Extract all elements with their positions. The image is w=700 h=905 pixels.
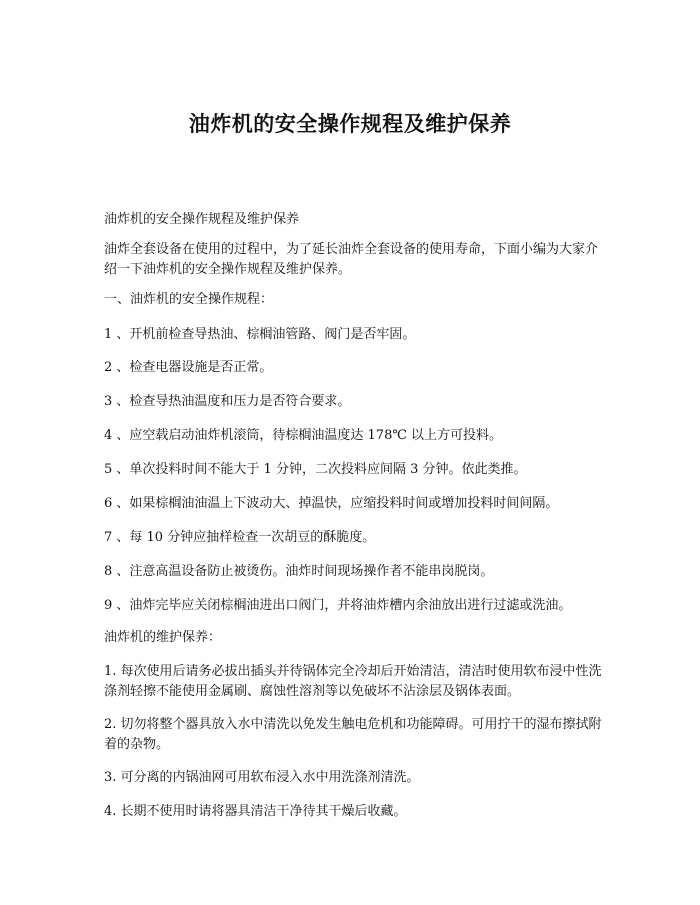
section-heading-maintenance: 油炸机的维护保养： — [104, 630, 222, 645]
section-heading-operation: 一、油炸机的安全操作规程： — [104, 292, 274, 307]
subtitle-paragraph: 油炸机的安全操作规程及维护保养 — [104, 212, 300, 227]
operation-step-4: 4 、应空载启动油炸机滚筒，待棕榈油温度达 178℃ 以上方可投料。 — [104, 428, 503, 443]
maintenance-item-1: 1. 每次使用后请务必拔出插头并待锅体完全冷却后开始清洁，清洁时使用软布浸中性洗涤剂轻擦不能使用金属刷、腐蚀性溶剂等以免破坏不沾涂层及锅体表面。 — [104, 664, 602, 699]
operation-step-1: 1 、开机前检查导热油、棕榈油管路、阀门是否牢固。 — [104, 327, 416, 342]
maintenance-item-3: 3. 可分离的内锅油网可用软布浸入水中用洗涤剂清洗。 — [104, 770, 420, 785]
operation-step-3: 3 、检查导热油温度和压力是否符合要求。 — [104, 394, 351, 409]
operation-step-9: 9 、油炸完毕应关闭棕榈油进出口阀门，并将油炸槽内余油放出进行过滤或洗油。 — [104, 598, 572, 613]
operation-step-2: 2 、检查电器设施是否正常。 — [104, 360, 273, 375]
operation-step-5: 5 、单次投料时间不能大于 1 分钟，二次投料应间隔 3 分钟。依此类推。 — [104, 462, 527, 477]
operation-step-6: 6 、如果棕榈油油温上下波动大、掉温快，应缩投料时间或增加投料时间间隔。 — [104, 496, 559, 511]
intro-paragraph: 油炸全套设备在使用的过程中，为了延长油炸全套设备的使用寿命，下面小编为大家介绍一下油炸机的安全操作规程及维护保养。 — [104, 242, 599, 277]
operation-step-8: 8 、注意高温设备防止被烫伤。油炸时间现场操作者不能串岗脱岗。 — [104, 564, 494, 579]
document-title: 油炸机的安全操作规程及维护保养 — [188, 111, 512, 136]
operation-step-7: 7 、每 10 分钟应抽样检查一次胡豆的酥脆度。 — [104, 530, 376, 545]
maintenance-item-2: 2. 切勿将整个器具放入水中清洗以免发生触电危机和功能障碍。可用拧干的湿布擦拭附着的杂物。 — [104, 717, 602, 752]
maintenance-item-4: 4. 长期不使用时请将器具清洁干净待其干燥后收藏。 — [104, 804, 407, 819]
